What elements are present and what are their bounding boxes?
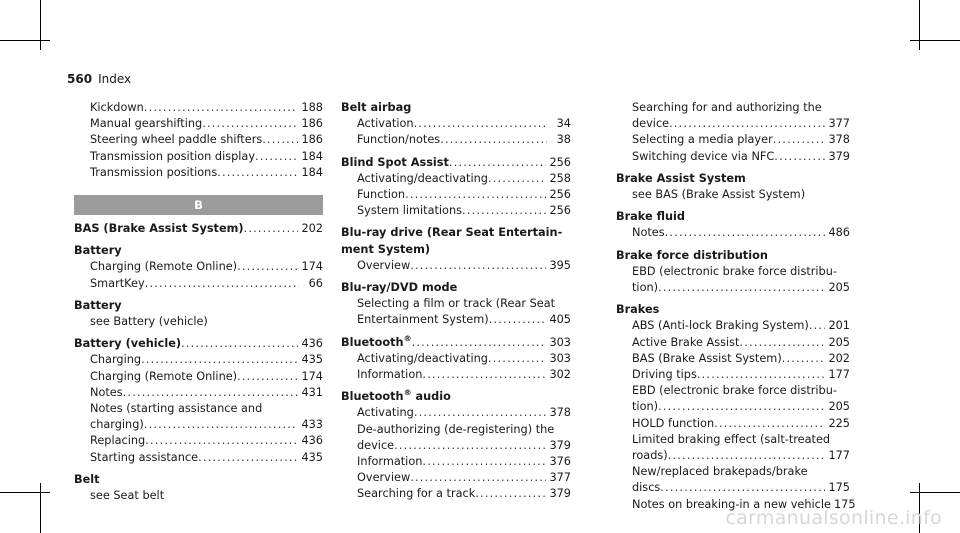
index-entry: Kickdown . . . 188 (74, 100, 323, 116)
index-heading: Blind Spot Assist . . . 256 (341, 155, 571, 171)
watermark: carmanualsonline.info (725, 507, 942, 529)
index-entry: BAS (Brake Assist System) . . . 202 (616, 351, 850, 367)
page-title: Index (98, 72, 132, 86)
index-entry-line1: Selecting a film or track (Rear Seat (357, 297, 556, 311)
crop-mark (40, 483, 41, 533)
index-entry: charging) . . . 433 (74, 417, 323, 433)
see-reference: see BAS (Brake Assist System) (632, 188, 806, 202)
index-entry: Transmission positions . . . 184 (74, 165, 323, 181)
index-entry: Transmission position display . . . 184 (74, 149, 323, 165)
index-entry: HOLD function . . . 225 (616, 416, 850, 432)
index-heading: Bluetooth® audio (341, 388, 451, 404)
index-entry: Information . . . 376 (341, 454, 571, 470)
index-entry: Activation . . . 34 (341, 116, 571, 132)
index-entry: roads) . . . 177 (616, 448, 850, 464)
index-entry: Charging . . . 435 (74, 352, 323, 368)
index-entry-line1: EBD (electronic brake force distribu- (632, 264, 837, 278)
index-entry: device . . . 379 (341, 438, 571, 454)
index-entry: Activating/deactivating . . . 303 (341, 351, 571, 367)
index-entry: Activating . . . 378 (341, 405, 571, 421)
index-entry-line1: New/replaced brakepads/brake (632, 465, 808, 479)
index-heading: Brakes (616, 303, 660, 317)
index-column-3 (616, 100, 856, 513)
index-entry: Active Brake Assist . . . 205 (616, 335, 850, 351)
index-entry: tion) . . . 205 (616, 280, 850, 296)
index-heading: Battery (74, 298, 122, 312)
index-entry: ABS (Anti-lock Braking System) . . . 201 (616, 318, 850, 334)
index-heading: Blu-ray drive (Rear Seat Entertain- (341, 226, 563, 240)
see-reference: see Seat belt (90, 489, 165, 503)
index-column-2 (341, 100, 571, 503)
index-entry: Overview . . . 395 (341, 258, 571, 274)
index-heading: BAS (Brake Assist System) . . . 202 (74, 221, 323, 237)
index-entry: Replacing . . . 436 (74, 433, 323, 449)
index-entry-line1: Searching for and authorizing the (632, 101, 822, 114)
index-entry: Selecting a media player . . . 378 (616, 132, 850, 148)
index-entry: Starting assistance . . . 435 (74, 450, 323, 466)
see-reference: see Battery (vehicle) (90, 315, 208, 329)
index-heading: Bluetooth® . . . 303 (341, 335, 571, 351)
index-entry: Notes . . . 431 (74, 385, 323, 401)
page-number: 560 (67, 72, 93, 86)
index-heading: Battery (vehicle) . . . 436 (74, 336, 323, 352)
index-entry: discs . . . 175 (616, 480, 850, 496)
crop-mark (919, 0, 920, 50)
index-entry: Notes on breaking-in a new vehicle 175 (632, 497, 856, 511)
index-column-1 (74, 100, 323, 504)
crop-mark (910, 492, 960, 493)
index-entry: tion) . . . 205 (616, 399, 850, 415)
index-entry: Switching device via NFC . . . 379 (616, 149, 850, 165)
index-entry: device . . . 377 (616, 116, 850, 132)
index-heading: Battery (74, 244, 122, 258)
crop-mark (40, 0, 41, 50)
index-entry: Function . . . 256 (341, 187, 571, 203)
index-entry: Entertainment System) . . . 405 (341, 312, 571, 328)
index-entry: Activating/deactivating . . . 258 (341, 171, 571, 187)
index-entry: System limitations . . . 256 (341, 203, 571, 219)
index-entry: Charging (Remote Online) . . . 174 (74, 369, 323, 385)
crop-mark (0, 492, 50, 493)
index-entry: Function/notes . . . 38 (341, 132, 571, 148)
index-heading: Brake Assist System (616, 171, 746, 185)
index-entry: Manual gearshifting . . . 186 (74, 116, 323, 132)
index-entry: Charging (Remote Online) . . . 174 (74, 259, 323, 275)
index-entry-line1: EBD (electronic brake force distribu- (632, 384, 837, 398)
crop-mark (0, 40, 50, 41)
index-entry-line1: Notes (starting assistance and (90, 402, 263, 416)
index-heading-line2: ment System) (341, 242, 431, 256)
index-entry: Notes . . . 486 (616, 225, 850, 241)
page-header (67, 72, 131, 86)
index-entry: SmartKey . . . 66 (74, 276, 323, 292)
index-entry: Information . . . 302 (341, 367, 571, 383)
crop-mark (910, 40, 960, 41)
index-heading: Belt airbag (341, 101, 412, 114)
index-heading: Belt (74, 472, 100, 486)
index-entry-line1: De-authorizing (de-registering) the (357, 422, 555, 436)
index-entry: Overview . . . 377 (341, 470, 571, 486)
index-entry: Driving tips . . . 177 (616, 367, 850, 383)
index-heading: Blu-ray/DVD mode (341, 281, 458, 295)
index-entry: Steering wheel paddle shifters . . . 186 (74, 132, 323, 148)
index-entry-line1: Limited braking effect (salt-treated (632, 432, 831, 446)
section-letter-b: B (74, 195, 323, 215)
index-heading: Brake fluid (616, 210, 685, 224)
index-heading: Brake force distribution (616, 248, 768, 262)
index-entry: Searching for a track . . . 379 (341, 486, 571, 502)
